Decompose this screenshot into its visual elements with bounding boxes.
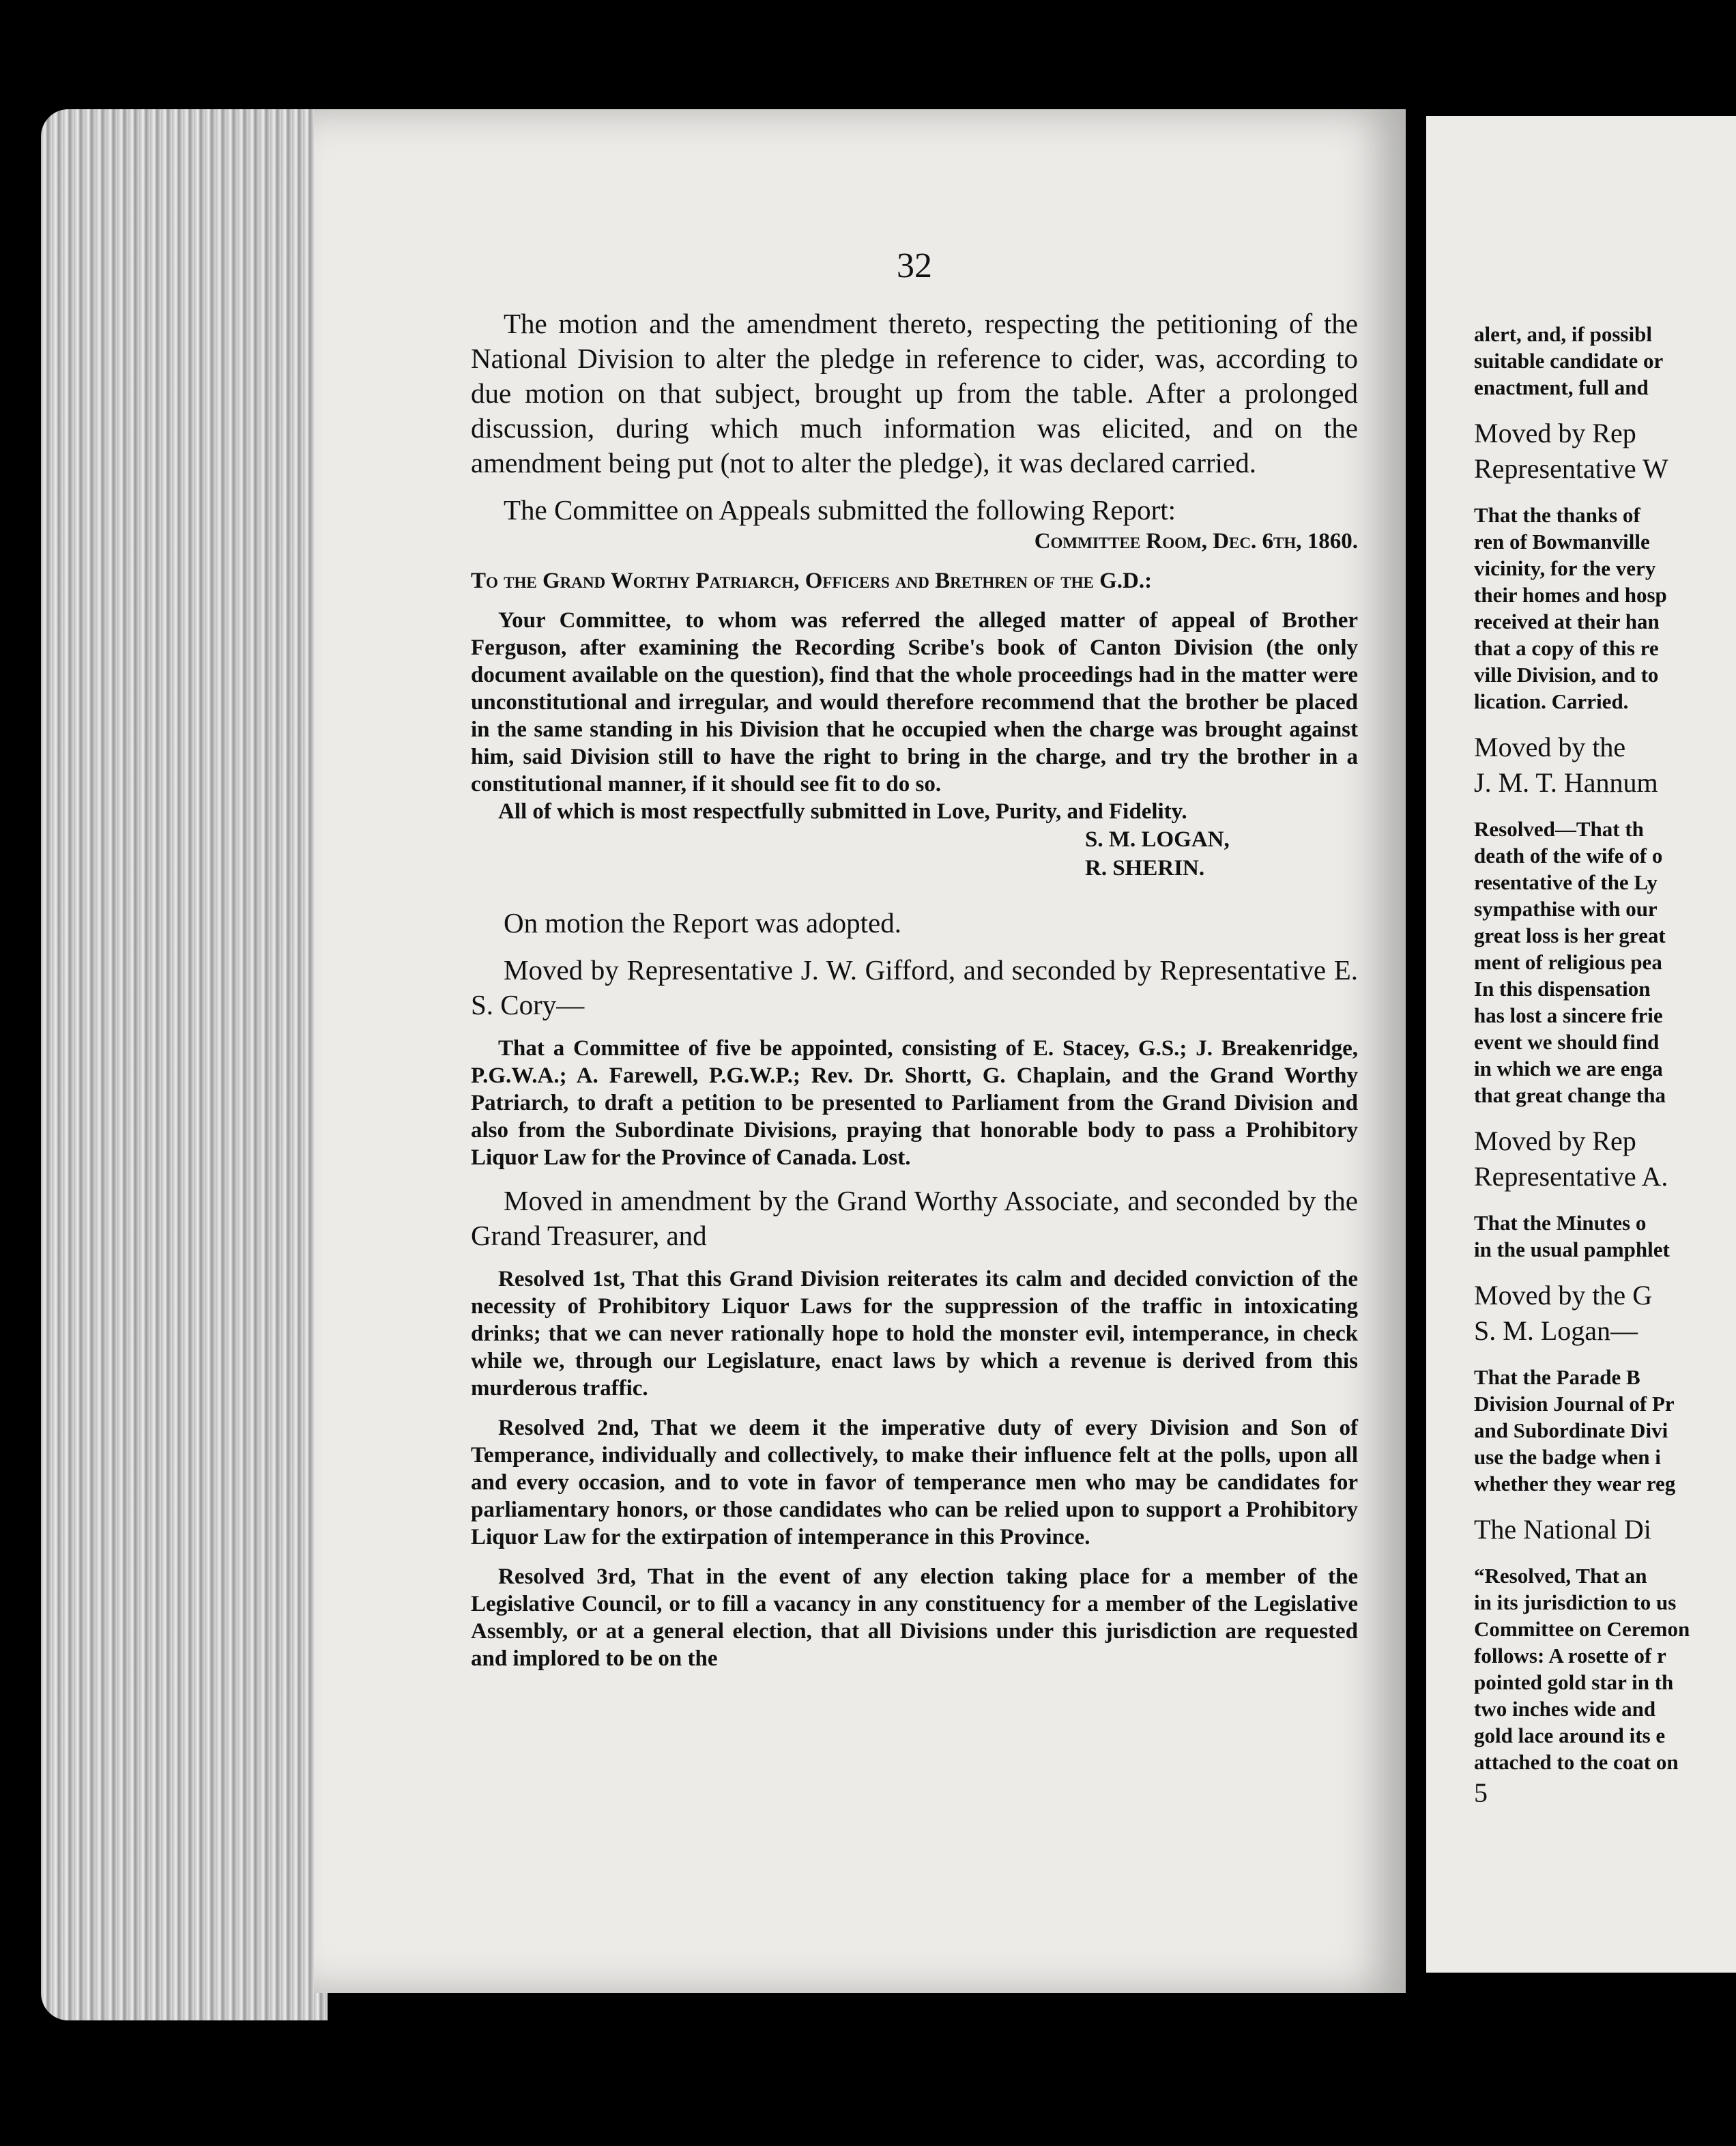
right-page-line <box>1474 1263 1736 1278</box>
motion-committee-of-five: That a Committee of five be appointed, consisting of E. Stacey, G.S.; J. Breakenridge, P.G.W.A.; A. Farewell, P.G.W.P.; Rev. Dr. Shortt, G. Chaplain, and the Grand Worthy Patriarch, to draft a petition to be presented to Parliament from the Grand Division and also from the Subordinate Divisions, praying that honorable body to pass a Prohibitory Liquor Law for the Province of Canada. Lost. <box>471 1036 1358 1170</box>
right-page-line: Division Journal of Pr <box>1474 1392 1675 1416</box>
report-dateline: Committee Room, Dec. 6th, 1860. <box>1034 529 1358 554</box>
right-page-line: pointed gold star in th <box>1474 1670 1674 1694</box>
right-page-line <box>1474 487 1736 502</box>
right-page-line: S. M. Logan— <box>1474 1315 1638 1346</box>
paragraph-committee-appeals: The Committee on Appeals submitted the following Report: <box>504 494 1176 526</box>
right-page-line: death of the wife of o <box>1474 844 1663 868</box>
right-page-line: J. M. T. Hannum <box>1474 767 1658 798</box>
right-page-line: event we should find <box>1474 1030 1660 1054</box>
right-page-line: That the thanks of <box>1474 503 1640 527</box>
right-page-line <box>1474 715 1736 730</box>
left-page-content <box>471 246 1358 1672</box>
page-number: 32 <box>897 246 932 285</box>
right-page-line: in which we are enga <box>1474 1057 1663 1081</box>
paragraph-gifford-motion: Moved by Representative J. W. Gifford, and seconded by Representative E. S. Cory— <box>471 954 1358 1020</box>
right-page-line: Moved by the <box>1474 732 1626 762</box>
signatory-logan: S. M. LOGAN, <box>1085 827 1230 852</box>
right-page-line: Moved by the G <box>1474 1280 1653 1311</box>
right-page-line: Representative W <box>1474 453 1668 484</box>
right-page-line: attached to the coat on <box>1474 1750 1679 1774</box>
right-page-line: vicinity, for the very <box>1474 556 1656 580</box>
right-page-line: In this dispensation <box>1474 977 1651 1001</box>
right-page-line: great loss is her great <box>1474 924 1666 947</box>
right-page-line: “Resolved, That an <box>1474 1564 1647 1588</box>
left-page <box>314 109 1406 1993</box>
right-page-line <box>1474 1497 1736 1512</box>
right-page-line: enactment, full and <box>1474 375 1649 399</box>
resolved-third: Resolved 3rd, That in the event of any election taking place for a member of the Legislative Council, or to fill a vacancy in any constituency for a member of the Legislative Assembly, or at a general election, that all Divisions under this jurisdiction are requested and implored to be on the <box>471 1564 1358 1671</box>
right-page-line: sympathise with our <box>1474 897 1658 921</box>
signatory-sherin: R. SHERIN. <box>1085 856 1205 881</box>
right-page-line: ment of religious pea <box>1474 950 1662 974</box>
right-page-line: resentative of the Ly <box>1474 870 1658 894</box>
right-page-line <box>1474 1194 1736 1210</box>
right-page-line: whether they wear reg <box>1474 1472 1676 1496</box>
right-page-line: That the Minutes o <box>1474 1211 1647 1235</box>
right-page-line: that great change tha <box>1474 1083 1666 1107</box>
right-page-line: Resolved—That th <box>1474 817 1644 841</box>
right-page-line: has lost a sincere frie <box>1474 1003 1663 1027</box>
right-page-line: in the usual pamphlet <box>1474 1237 1670 1261</box>
paragraph-report-adopted: On motion the Report was adopted. <box>504 907 902 939</box>
right-page-line <box>1474 1547 1736 1562</box>
right-page-line: two inches wide and <box>1474 1697 1656 1721</box>
right-page-line: gold lace around its e <box>1474 1723 1666 1747</box>
right-page-line: lication. Carried. <box>1474 689 1629 713</box>
right-page-line: ville Division, and to <box>1474 663 1659 687</box>
right-page-line: Moved by Rep <box>1474 1126 1636 1156</box>
right-page <box>1426 116 1736 1973</box>
right-page-line: their homes and hosp <box>1474 583 1667 607</box>
right-page-line: Committee on Ceremon <box>1474 1617 1690 1641</box>
right-page-line: That the Parade B <box>1474 1365 1640 1389</box>
right-page-line <box>1474 801 1736 816</box>
right-page-line: follows: A rosette of r <box>1474 1644 1666 1668</box>
report-address: To the Grand Worthy Patriarch, Officers and Brethren of the G.D.: <box>471 569 1153 593</box>
right-page-line: 5 <box>1474 1777 1488 1808</box>
right-page-line: alert, and, if possibl <box>1474 322 1652 346</box>
right-page-line: in its jurisdiction to us <box>1474 1590 1677 1614</box>
resolved-second: Resolved 2nd, That we deem it the imperative duty of every Division and Son of Temperance, individually and collectively, to make their influence felt at the polls, upon all and every occasion, and to vote in favor of temperance men who may be candidates for parliamentary honors, or those candidates who can be relied upon to support a Prohibitory Liquor Law for the extirpation of intemperance in this Province. <box>471 1416 1358 1549</box>
paragraph-cider-motion: The motion and the amendment thereto, respecting the petitioning of the National Division to alter the pledge in reference to cider, was, according to due motion on that subject, brought up from the table. After a prolonged discussion, during which much information was elicited, and on the amendment being put (not to alter the pledge), it was declared carried. <box>471 308 1358 478</box>
right-page-line: The National Di <box>1474 1514 1651 1545</box>
right-page-line: ren of Bowmanville <box>1474 530 1650 554</box>
book-page-edges <box>41 109 328 2020</box>
right-page-line <box>1474 1108 1736 1124</box>
right-page-line: use the badge when i <box>1474 1445 1661 1469</box>
right-page-content <box>1474 321 1736 1811</box>
report-body: Your Committee, to whom was referred the alleged matter of appeal of Brother Ferguson, after examining the Recording Scribe's book of Canton Division (the only document available on the question), find that the whole proceedings had in the matter were unconstitutional and irregular, and would therefore recommend that the brother be placed in the same standing in his Division that he occupied when the charge was brought against him, said Division still to have the right to bring in the charge, and try the brother in a constitutional manner, if it should see fit to do so. <box>471 608 1358 797</box>
paragraph-amendment: Moved in amendment by the Grand Worthy Associate, and seconded by the Grand Treasurer, and <box>471 1185 1358 1251</box>
right-page-line <box>1474 1349 1736 1364</box>
right-page-line: received at their han <box>1474 610 1660 633</box>
right-page-line: suitable candidate or <box>1474 349 1664 373</box>
right-page-line: Representative A. <box>1474 1161 1668 1192</box>
right-page-line: Moved by Rep <box>1474 418 1636 448</box>
resolved-first: Resolved 1st, That this Grand Division reiterates its calm and decided conviction of the necessity of Prohibitory Liquor Laws for the suppression of the traffic in intoxicating drinks; that we can never rationally hope to hold the monster evil, intemperance, in check while we, through our Legislature, enact laws by which a revenue is derived from this murderous traffic. <box>471 1267 1358 1401</box>
right-page-line: and Subordinate Divi <box>1474 1418 1668 1442</box>
right-page-line: that a copy of this re <box>1474 636 1659 660</box>
right-page-line <box>1474 401 1736 416</box>
report-closing: All of which is most respectfully submitted in Love, Purity, and Fidelity. <box>498 799 1187 824</box>
